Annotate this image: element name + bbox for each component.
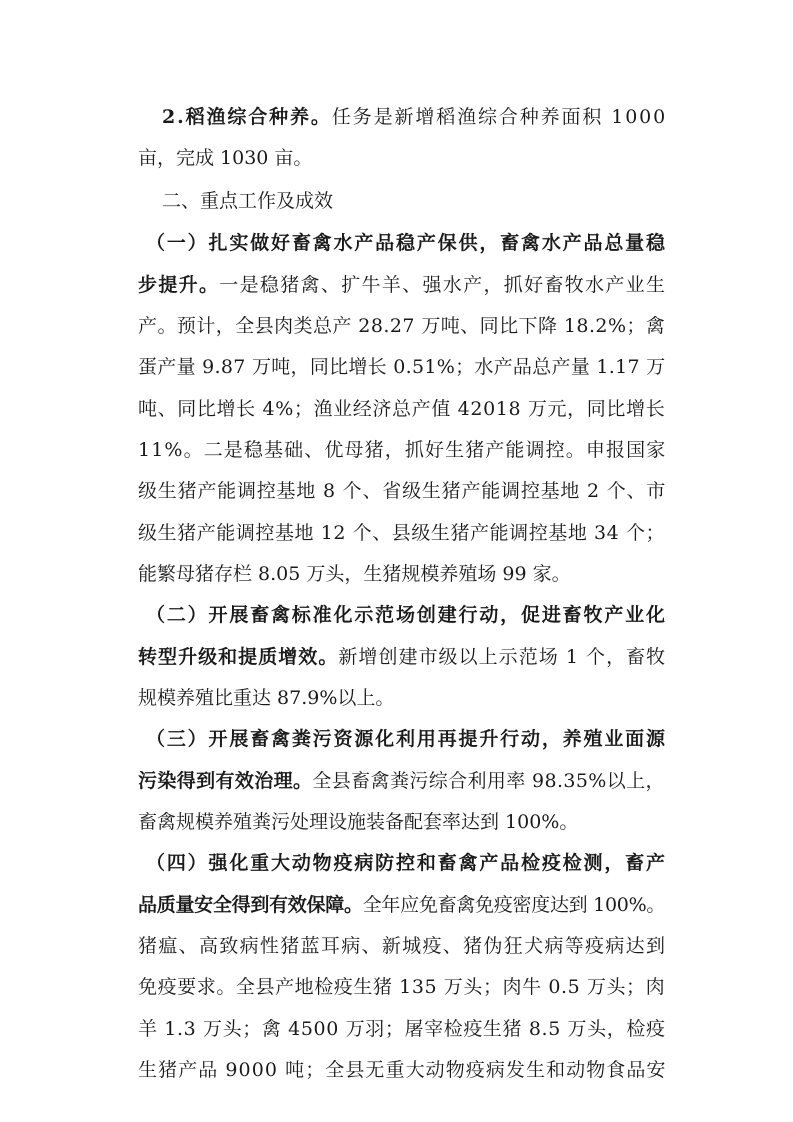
paragraph-3-line-2 — [138, 642, 666, 672]
paragraph-1-text: 任务是新增稻渔综合种养面积 1000 — [331, 106, 668, 128]
paragraph-4-title-end: 污染得到有效治理。 — [138, 770, 313, 792]
paragraph-1-line-2: 亩，完成 1030 亩。 — [138, 147, 313, 169]
paragraph-3-text: 新增创建市级以上示范场 1 个，畜牧 — [338, 646, 667, 668]
paragraph-4-title-line-1: （三）开展畜禽粪污资源化利用再提升行动，养殖业面源 — [146, 728, 667, 750]
paragraph-4-text: 全县畜禽粪污综合利用率 98.35%以上， — [312, 770, 665, 792]
paragraph-5-text: 全年应免畜禽免疫密度达到 100%。 — [362, 894, 666, 916]
paragraph-2-title-end: 步提升。 — [138, 274, 220, 296]
paragraph-2-line-2 — [138, 270, 666, 300]
paragraph-4-line-2 — [138, 766, 665, 796]
paragraph-3-title-end: 转型升级和提质增效。 — [138, 646, 339, 668]
paragraph-2-line-9: 能繁母猪存栏 8.05 万头，生猪规模养殖场 99 家。 — [138, 563, 571, 585]
paragraph-2-text: 一是稳猪禽、扩牛羊、强水产，抓好畜牧水产业生 — [219, 274, 667, 296]
paragraph-5-line-4: 免疫要求。全县产地检疫生猪 135 万头；肉牛 0.5 万头；肉 — [138, 976, 666, 998]
paragraph-4-line-3: 畜禽规模养殖粪污处理设施装备配套率达到 100%。 — [138, 811, 579, 833]
paragraph-5-line-3: 猪瘟、高致病性猪蓝耳病、新城疫、猪伪狂犬病等疫病达到 — [138, 935, 667, 957]
paragraph-5-line-2 — [138, 890, 665, 920]
paragraph-5-title-end: 品质量安全得到有效保障。 — [138, 894, 363, 916]
paragraph-3-line-3: 规模养殖比重达 87.9%以上。 — [138, 687, 395, 709]
paragraph-2-line-7: 级生猪产能调控基地 8 个、省级生猪产能调控基地 2 个、市 — [138, 480, 667, 502]
paragraph-2-line-4: 蛋产量 9.87 万吨，同比增长 0.51%；水产品总产量 1.17 万 — [138, 356, 666, 378]
paragraph-5-line-5: 羊 1.3 万头；禽 4500 万羽；屠宰检疫生猪 8.5 万头，检疫 — [138, 1018, 666, 1040]
paragraph-2-line-5: 吨、同比增长 4%；渔业经济总产值 42018 万元，同比增长 — [138, 398, 666, 420]
section-heading: 二、重点工作及成效 — [162, 190, 334, 212]
paragraph-1-title: 2.稻渔综合种养。 — [162, 106, 332, 128]
paragraph-2-line-8: 级生猪产能调控基地 12 个、县级生猪产能调控基地 34 个； — [138, 522, 666, 544]
paragraph-2-line-6: 11%。二是稳基础、优母猪，抓好生猪产能调控。申报国家 — [138, 439, 667, 461]
paragraph-3-title-line-1: （二）开展畜禽标准化示范场创建行动，促进畜牧产业化 — [146, 604, 667, 626]
paragraph-1-line-1 — [162, 102, 667, 132]
paragraph-2-title-line-1: （一）扎实做好畜禽水产品稳产保供，畜禽水产品总量稳 — [146, 232, 667, 254]
paragraph-5-line-6: 生猪产品 9000 吨；全县无重大动物疫病发生和动物食品安 — [138, 1059, 667, 1081]
paragraph-2-line-3: 产。预计，全县肉类总产 28.27 万吨、同比下降 18.2%；禽 — [138, 315, 666, 337]
paragraph-5-title-line-1: （四）强化重大动物疫病防控和畜禽产品检疫检测，畜产 — [146, 852, 667, 874]
